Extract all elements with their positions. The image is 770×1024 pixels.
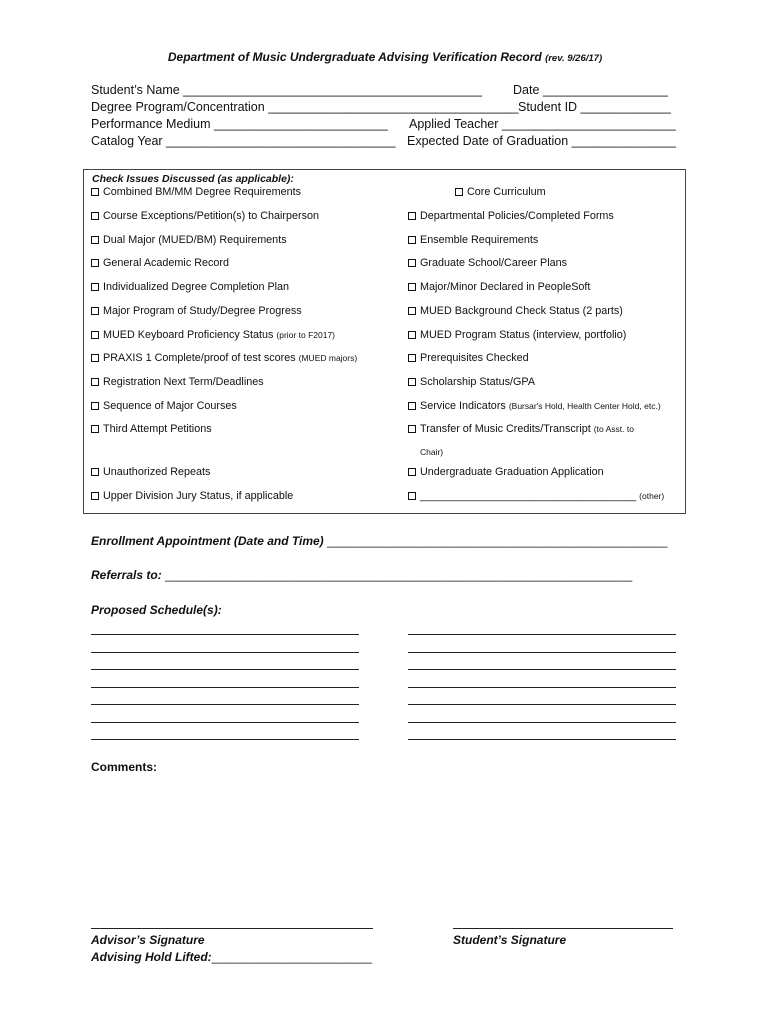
schedule-line[interactable] bbox=[91, 669, 359, 670]
checklist-item-label: Third Attempt Petitions bbox=[103, 423, 212, 435]
checklist-item-left[interactable] bbox=[91, 400, 240, 412]
degree-program-field[interactable]: Degree Program/Concentration ____________________________________ bbox=[91, 100, 519, 114]
checklist-item-label: Core Curriculum bbox=[467, 186, 546, 198]
checkbox-icon[interactable] bbox=[455, 188, 463, 196]
checkbox-icon[interactable] bbox=[408, 283, 416, 291]
checkbox-icon[interactable] bbox=[408, 354, 416, 362]
referrals[interactable] bbox=[91, 568, 632, 582]
student-signature-line[interactable] bbox=[453, 928, 673, 929]
checkbox-icon[interactable] bbox=[91, 259, 99, 267]
checklist-item-right[interactable] bbox=[408, 305, 626, 317]
checklist-item-label: Departmental Policies/Completed Forms bbox=[420, 210, 614, 222]
schedule-line[interactable] bbox=[408, 634, 676, 635]
checklist-item-right[interactable] bbox=[408, 490, 664, 502]
checklist-item-left[interactable] bbox=[91, 257, 232, 269]
checklist-item-note: (MUED majors) bbox=[298, 353, 358, 363]
checklist-item-label: Undergraduate Graduation Application bbox=[420, 466, 604, 478]
checkbox-icon[interactable] bbox=[408, 402, 416, 410]
checklist-item-right[interactable] bbox=[408, 210, 617, 222]
checklist-item-label: Transfer of Music Credits/Transcript bbox=[420, 423, 591, 435]
checklist-item-right[interactable] bbox=[408, 234, 541, 246]
hold-lifted-label: Advising Hold Lifted: bbox=[91, 950, 212, 964]
checklist-item-right[interactable] bbox=[408, 352, 532, 364]
date-field[interactable]: Date __________________ bbox=[513, 83, 669, 97]
comments-label: Comments: bbox=[91, 760, 158, 774]
hold-lifted-blank[interactable]: ________________________ bbox=[211, 950, 372, 964]
checkbox-icon[interactable] bbox=[408, 259, 416, 267]
checkbox-icon[interactable] bbox=[91, 378, 99, 386]
checklist-item-right[interactable] bbox=[408, 400, 661, 412]
checklist-item-label: ____________________________________ bbox=[420, 490, 637, 502]
enrollment-label: Enrollment Appointment (Date and Time) bbox=[91, 534, 324, 548]
checklist-item-label: Major Program of Study/Degree Progress bbox=[103, 305, 302, 317]
checklist-item-left[interactable] bbox=[91, 186, 304, 198]
checkbox-icon[interactable] bbox=[408, 307, 416, 315]
checkbox-icon[interactable] bbox=[408, 378, 416, 386]
schedule-line[interactable] bbox=[408, 722, 676, 723]
advisor-signature-line[interactable] bbox=[91, 928, 373, 929]
checkbox-icon[interactable] bbox=[91, 425, 99, 433]
checklist-item-right[interactable] bbox=[408, 423, 634, 435]
checklist-item-label: Course Exceptions/Petition(s) to Chairperson bbox=[103, 210, 320, 222]
checklist-item-left[interactable] bbox=[91, 466, 213, 478]
checklist-item-label: Scholarship Status/GPA bbox=[420, 376, 536, 388]
referrals-label: Referrals to: bbox=[91, 568, 162, 582]
checklist-item-note: (other) bbox=[639, 491, 665, 501]
checklist-item-label: Combined BM/MM Degree Requirements bbox=[103, 186, 302, 198]
checkbox-icon[interactable] bbox=[91, 307, 99, 315]
checklist-item-label: PRAXIS 1 Complete/proof of test scores bbox=[103, 352, 296, 364]
checklist-item-label: Upper Division Jury Status, if applicable bbox=[103, 490, 294, 502]
checkbox-icon[interactable] bbox=[91, 492, 99, 500]
checklist-header: Check Issues Discussed (as applicable): bbox=[92, 173, 294, 185]
checklist-item-left[interactable] bbox=[91, 329, 335, 341]
enrollment-appointment[interactable] bbox=[91, 534, 667, 548]
schedule-line[interactable] bbox=[408, 687, 676, 688]
checklist-item-note: (Bursar's Hold, Health Center Hold, etc.) bbox=[508, 401, 661, 411]
checklist-item-label: Registration Next Term/Deadlines bbox=[103, 376, 264, 388]
checklist-item-left[interactable] bbox=[91, 234, 290, 246]
checklist-item-left[interactable] bbox=[91, 352, 357, 364]
checklist-item-label: Graduate School/Career Plans bbox=[420, 257, 568, 269]
student-id-field[interactable]: Student ID _____________ bbox=[518, 100, 671, 114]
checklist-item-right[interactable] bbox=[408, 281, 593, 293]
checkbox-icon[interactable] bbox=[91, 236, 99, 244]
checklist-item-note: (to Asst. to bbox=[593, 424, 634, 434]
checklist-item-label: Individualized Degree Completion Plan bbox=[103, 281, 290, 293]
checkbox-icon[interactable] bbox=[91, 331, 99, 339]
checklist-item-left[interactable] bbox=[91, 423, 215, 435]
checklist-item-left[interactable] bbox=[91, 490, 296, 502]
checkbox-icon[interactable] bbox=[91, 468, 99, 476]
checklist-item-right[interactable] bbox=[408, 376, 538, 388]
checklist-item-label: Prerequisites Checked bbox=[420, 352, 529, 364]
student-name-field[interactable]: Student’s Name ___________________________________________ bbox=[91, 83, 483, 97]
checklist-item-right[interactable] bbox=[408, 466, 607, 478]
schedule-line[interactable] bbox=[408, 652, 676, 653]
referrals-blank[interactable]: ______________________________________________________________________ bbox=[165, 568, 633, 582]
checkbox-icon[interactable] bbox=[91, 354, 99, 362]
checklist-item-label: MUED Keyboard Proficiency Status bbox=[103, 329, 274, 341]
expected-graduation-field[interactable]: Expected Date of Graduation _______________ bbox=[407, 134, 676, 148]
checklist-item-label: MUED Program Status (interview, portfolio) bbox=[420, 329, 627, 341]
proposed-schedule-label: Proposed Schedule(s): bbox=[91, 603, 222, 617]
checklist-item-right[interactable] bbox=[408, 329, 629, 341]
checklist-item-label: Ensemble Requirements bbox=[420, 234, 539, 246]
page-title bbox=[0, 50, 770, 64]
checklist-item-right[interactable] bbox=[455, 186, 549, 198]
checklist-item-label: Sequence of Major Courses bbox=[103, 400, 237, 412]
schedule-line[interactable] bbox=[91, 652, 359, 653]
advising-hold-lifted[interactable] bbox=[91, 950, 372, 964]
performance-medium-field[interactable]: Performance Medium _________________________ bbox=[91, 117, 388, 131]
catalog-year-field[interactable]: Catalog Year _________________________________ bbox=[91, 134, 396, 148]
checkbox-icon[interactable] bbox=[91, 402, 99, 410]
enrollment-blank[interactable]: ___________________________________________________ bbox=[327, 534, 668, 548]
checkbox-icon[interactable] bbox=[408, 468, 416, 476]
checkbox-icon[interactable] bbox=[91, 283, 99, 291]
schedule-line[interactable] bbox=[408, 669, 676, 670]
checkbox-icon[interactable] bbox=[91, 212, 99, 220]
schedule-line[interactable] bbox=[91, 687, 359, 688]
checklist-item-note: (prior to F2017) bbox=[276, 330, 336, 340]
checklist-item-label: MUED Background Check Status (2 parts) bbox=[420, 305, 623, 317]
schedule-line[interactable] bbox=[91, 722, 359, 723]
checkbox-icon[interactable] bbox=[408, 212, 416, 220]
checklist-item-left[interactable] bbox=[91, 376, 267, 388]
checklist-item-label: Major/Minor Declared in PeopleSoft bbox=[420, 281, 591, 293]
checkbox-icon[interactable] bbox=[408, 492, 416, 500]
checklist-item-label: Service Indicators bbox=[420, 400, 506, 412]
schedule-line[interactable] bbox=[408, 739, 676, 740]
checkbox-icon[interactable] bbox=[408, 331, 416, 339]
schedule-line[interactable] bbox=[91, 634, 359, 635]
checklist-item-right[interactable] bbox=[408, 257, 570, 269]
checklist-item-label: General Academic Record bbox=[103, 257, 230, 269]
checklist-item-left[interactable] bbox=[91, 281, 292, 293]
checklist-item-label: Dual Major (MUED/BM) Requirements bbox=[103, 234, 287, 246]
checklist-item-label: Unauthorized Repeats bbox=[103, 466, 211, 478]
student-signature-label: Student’s Signature bbox=[453, 933, 567, 947]
applied-teacher-field[interactable]: Applied Teacher _________________________ bbox=[409, 117, 676, 131]
checkbox-icon[interactable] bbox=[91, 188, 99, 196]
title-revision: (rev. 9/26/17) bbox=[545, 53, 603, 64]
checkbox-icon[interactable] bbox=[408, 425, 416, 433]
checklist-item-left[interactable] bbox=[91, 210, 322, 222]
schedule-line[interactable] bbox=[408, 704, 676, 705]
title-main: Department of Music Undergraduate Advising Verification Record bbox=[167, 50, 542, 64]
schedule-line[interactable] bbox=[91, 739, 359, 740]
schedule-line[interactable] bbox=[91, 704, 359, 705]
checklist-item-left[interactable] bbox=[91, 305, 305, 317]
checkbox-icon[interactable] bbox=[408, 236, 416, 244]
transfer-note-continuation: Chair) bbox=[420, 447, 444, 457]
advisor-signature-label: Advisor’s Signature bbox=[91, 933, 205, 947]
